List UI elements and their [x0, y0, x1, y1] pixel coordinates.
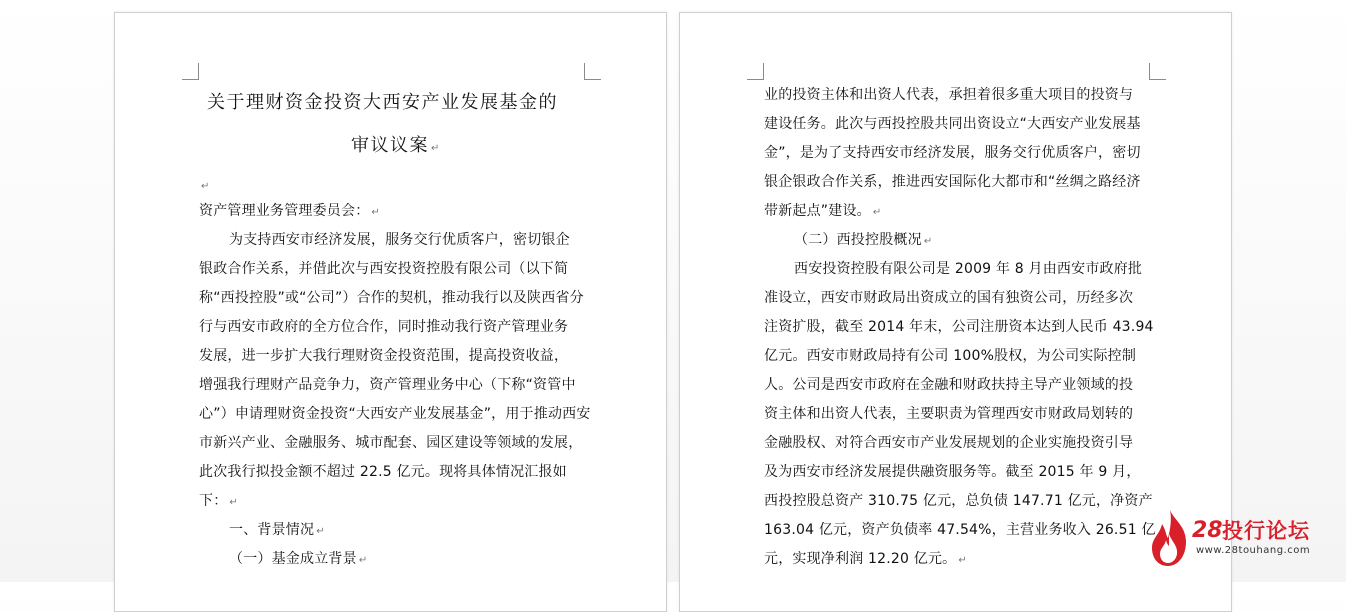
text-line[interactable]: 资主体和出资人代表，主要职责为管理西安市财政局划转的: [764, 406, 1134, 422]
text-line[interactable]: 元，实现净利润 12.20 亿元。 ↵: [764, 551, 967, 567]
watermark-number: 28: [1192, 518, 1223, 543]
text-line[interactable]: 业的投资主体和出资人代表，承担着很多重大项目的投资与: [764, 87, 1134, 103]
text-line[interactable]: 及为西安市经济发展提供融资服务等。截至 2015 年 9 月，: [764, 464, 1141, 480]
empty-paragraph[interactable]: [199, 176, 210, 196]
paragraph-mark: ↵: [872, 207, 882, 218]
text-line[interactable]: 发展，进一步扩大我行理财资金投资范围，提高投资收益，: [199, 348, 569, 364]
text-line[interactable]: 银企银政合作关系，推进西安国际化大都市和“丝绸之路经济: [764, 174, 1141, 190]
paragraph-mark: ↵: [229, 497, 238, 508]
margin-corner-top-right: [584, 63, 601, 80]
subsection-heading[interactable]: （一）基金成立背景 ↵: [229, 551, 368, 567]
paragraph-mark: ↵: [923, 236, 933, 247]
text-line[interactable]: 准设立，西安市财政局出资成立的国有独资公司，历经多次: [764, 290, 1134, 306]
text-line[interactable]: 建设任务。此次与西投控股共同出资设立“大西安产业发展基: [764, 116, 1141, 132]
site-watermark: [1148, 508, 1344, 570]
margin-corner-top-right: [1149, 63, 1166, 80]
text-line[interactable]: 市新兴产业、金融服务、城市配套、园区建设等领域的发展，: [199, 435, 583, 451]
text-line[interactable]: 此次我行拟投金额不超过 22.5 亿元。现将具体情况汇报如: [199, 464, 567, 480]
text-line[interactable]: 带新起点”建设。 ↵: [764, 203, 882, 219]
text-line[interactable]: 称“西投控股”或“公司”）合作的契机，推动我行以及陕西省分: [199, 290, 584, 306]
paragraph-mark: ↵: [201, 181, 210, 192]
text-line[interactable]: 下： ↵: [199, 493, 238, 509]
text-line[interactable]: 西投控股总资产 310.75 亿元，总负债 147.71 亿元，净资产: [764, 493, 1153, 509]
text-line[interactable]: 行与西安市政府的全方位合作，同时推动我行资产管理业务: [199, 319, 569, 335]
watermark-title: 投行论坛: [1222, 519, 1310, 543]
text-line[interactable]: 亿元。西安市财政局持有公司 100%股权，为公司实际控制: [764, 348, 1137, 364]
margin-corner-top-left: [747, 63, 764, 80]
watermark-url: www.28touhang.com: [1196, 545, 1311, 556]
paragraph-mark: ↵: [358, 555, 368, 566]
text-line[interactable]: 为支持西安市经济发展，服务交行优质客户，密切银企: [229, 232, 570, 248]
section-heading[interactable]: 一、背景情况 ↵: [229, 522, 325, 538]
paragraph-mark: ↵: [316, 526, 325, 537]
text-line[interactable]: 163.04 亿元，资产负债率 47.54%，主营业务收入 26.51 亿: [764, 522, 1156, 538]
document-page-1: [114, 12, 667, 612]
text-line[interactable]: 资产管理业务管理委员会： ↵: [199, 203, 380, 219]
text-line[interactable]: 心”）申请理财资金投资“大西安产业发展基金”，用于推动西安: [199, 406, 591, 422]
text-line[interactable]: 人。公司是西安市政府在金融和财政扶持主导产业领域的投: [764, 377, 1134, 393]
margin-corner-top-left: [182, 63, 199, 80]
flame-icon: [1148, 508, 1192, 568]
paragraph-mark: ↵: [431, 143, 441, 154]
text-line[interactable]: 西安投资控股有限公司是 2009 年 8 月由西安市政府批: [794, 261, 1143, 277]
doc-title-line-1[interactable]: 关于理财资金投资大西安产业发展基金的: [207, 92, 558, 113]
text-line[interactable]: 金融股权、对符合西安市产业发展规划的企业实施投资引导: [764, 435, 1134, 451]
subsection-heading[interactable]: （二）西投控股概况 ↵: [794, 232, 933, 248]
text-line[interactable]: 增强我行理财产品竞争力，资产管理业务中心（下称“资管中: [199, 377, 576, 393]
paragraph-mark: ↵: [371, 207, 380, 218]
text-line[interactable]: 注资扩股，截至 2014 年末，公司注册资本达到人民币 43.94: [764, 319, 1154, 335]
doc-title-line-2[interactable]: 审议议案 ↵: [351, 135, 441, 156]
text-line[interactable]: 银政合作关系，并借此次与西安投资控股有限公司（以下简: [199, 261, 569, 277]
text-line[interactable]: 金”，是为了支持西安市经济发展，服务交行优质客户，密切: [764, 145, 1141, 161]
paragraph-mark: ↵: [958, 555, 967, 566]
